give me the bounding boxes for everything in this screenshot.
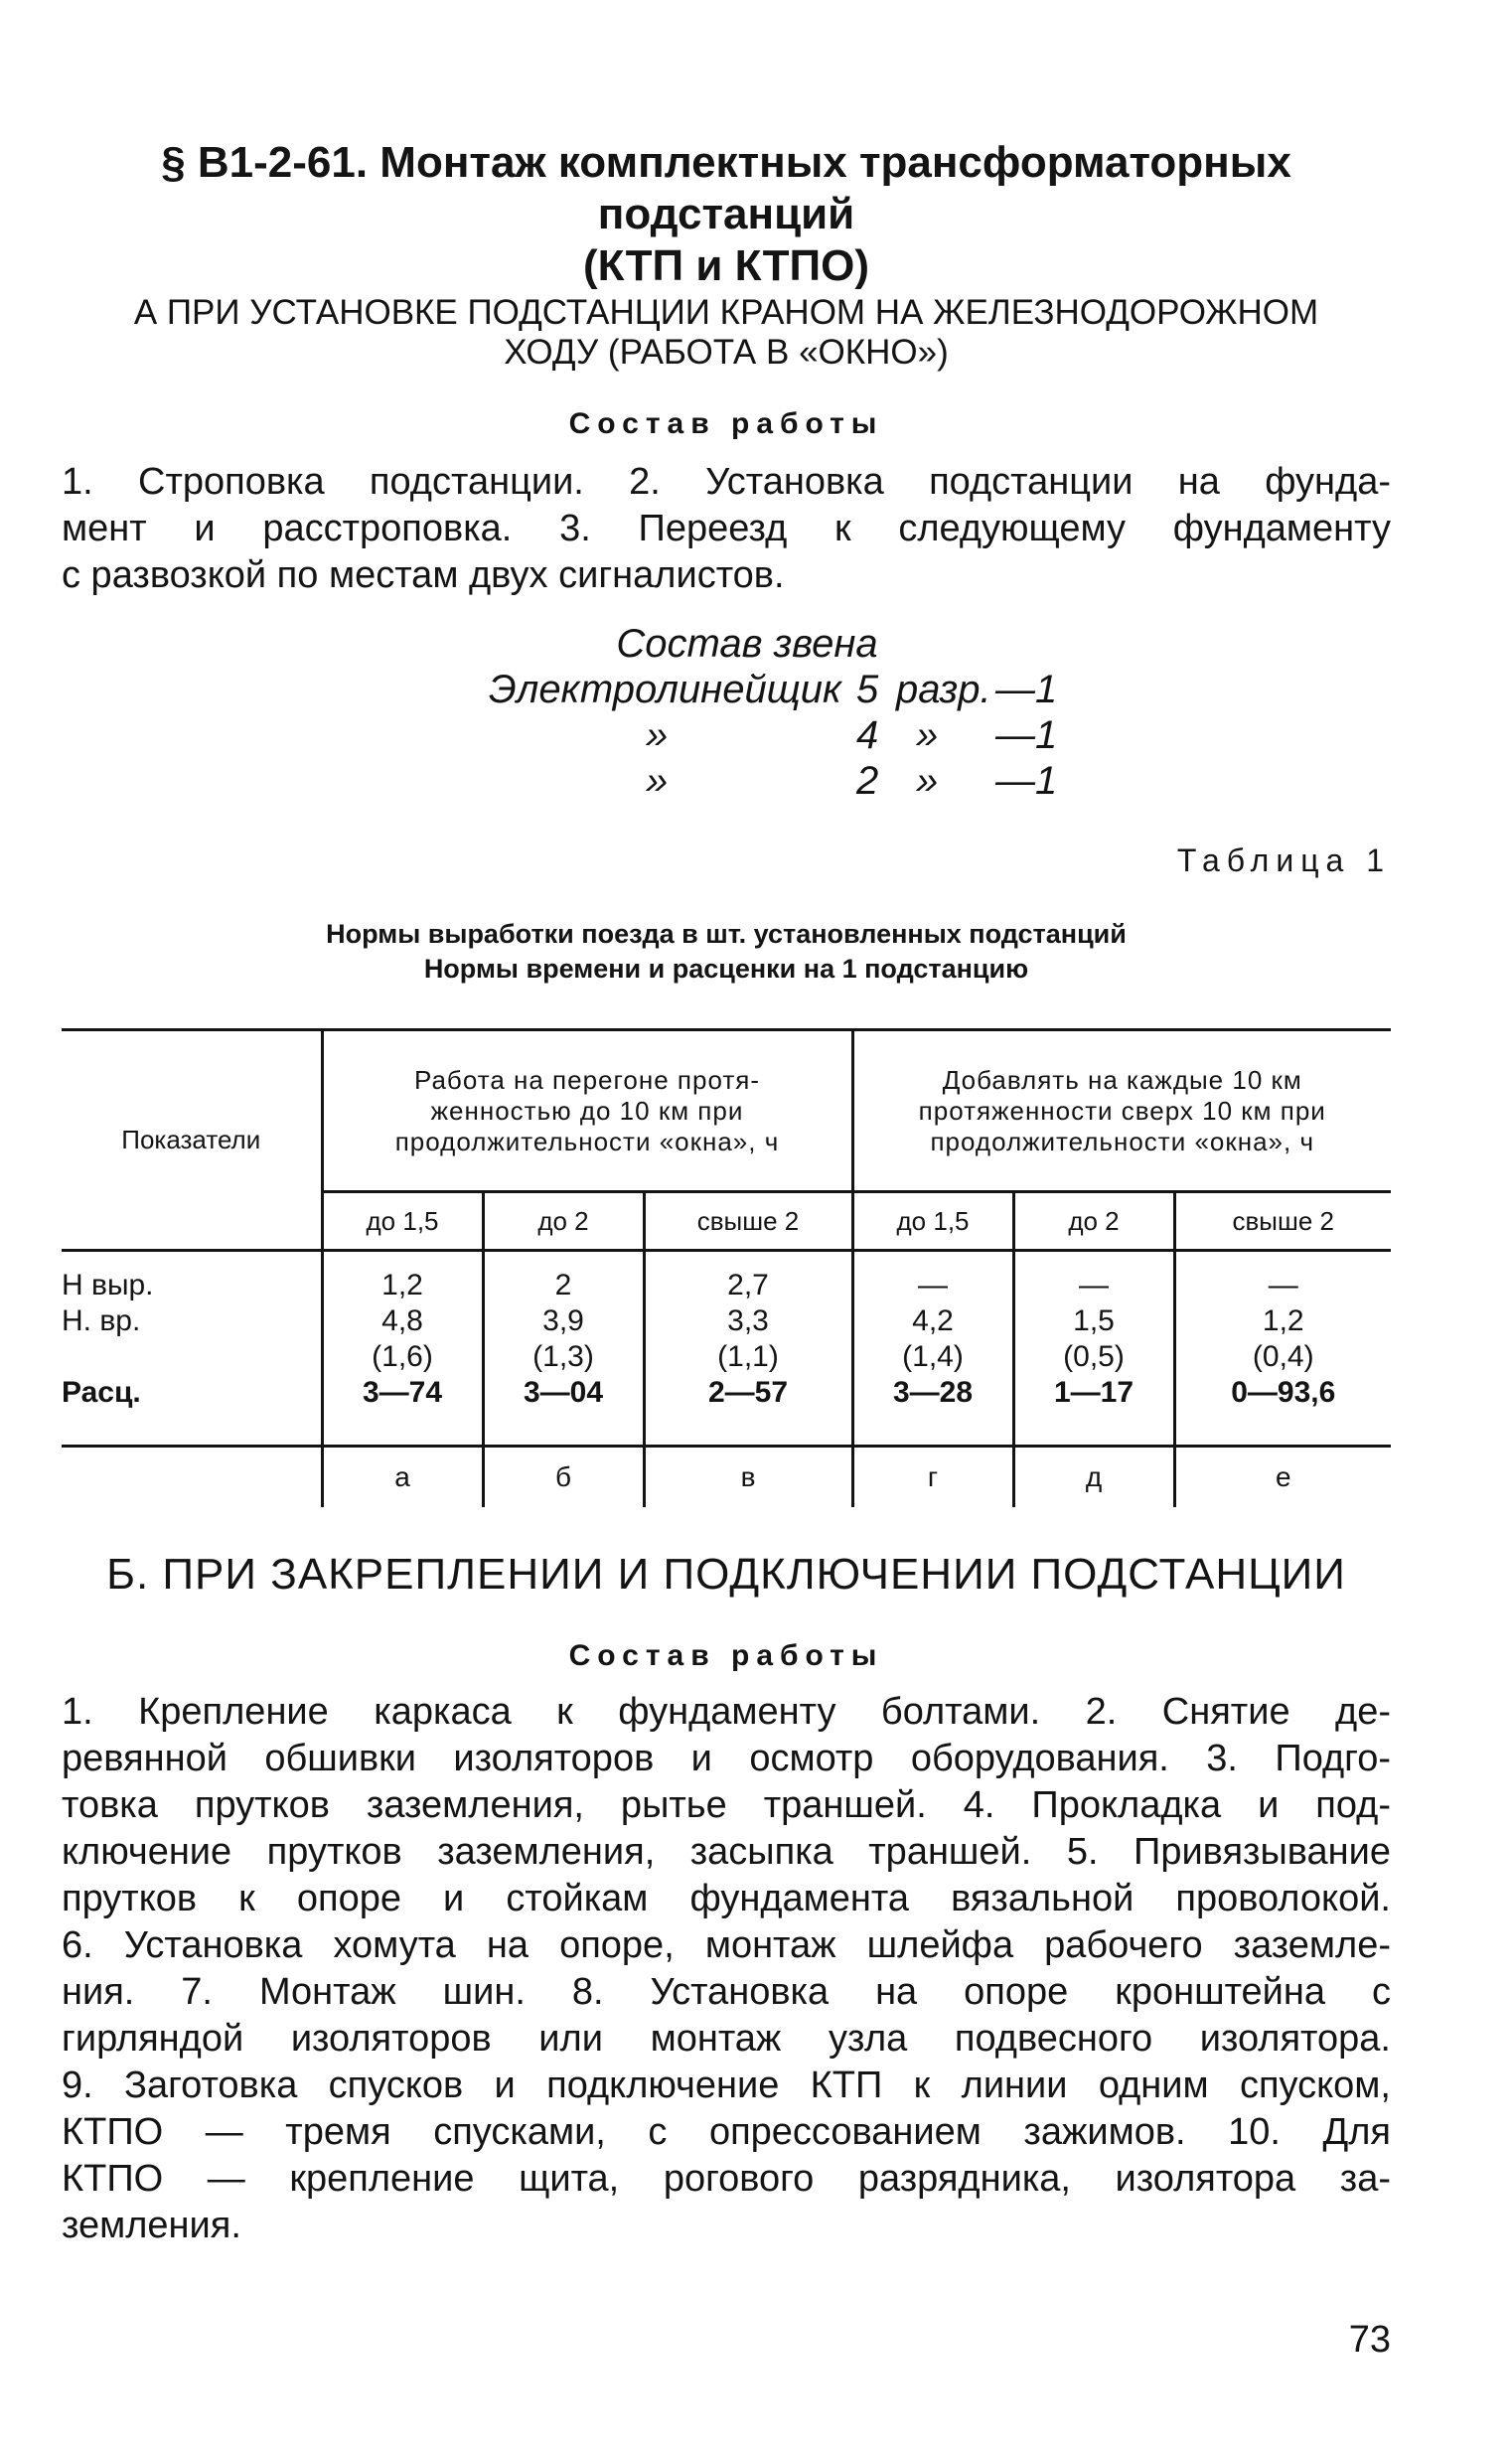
crew-name: » [646, 713, 669, 757]
value-n-vyr: 2,7 [727, 1269, 769, 1301]
subheader: свыше 2 [644, 1192, 852, 1251]
section-b-work-text [62, 1689, 1391, 2249]
page-number: 73 [1348, 2319, 1391, 2361]
text-line: с развозкой по местам двух сигналистов. [62, 554, 785, 596]
subheader: до 1,5 [322, 1192, 483, 1251]
crew-count: —1 [995, 759, 1058, 803]
text-line: 1. Крепление каркаса к фундаменту болтами. 2. Снятие де- [62, 1691, 1391, 1733]
crew-row [419, 758, 1075, 804]
letter-blank [62, 1447, 322, 1508]
data-column-g [852, 1251, 1013, 1447]
value-rasc: 1—17 [1053, 1376, 1134, 1409]
table-heading-line-2: Нормы времени и расценки на 1 подстанцию [423, 954, 1029, 984]
value-rasc: 0—93,6 [1231, 1376, 1336, 1409]
text-line: прутков к опоре и стойкам фундамента вязальной проволокой. [62, 1878, 1391, 1919]
data-column-b [483, 1251, 644, 1447]
text-line: мент и расстроповка. 3. Переезд к следующему фундаменту [62, 508, 1391, 549]
text-line: ключение прутков заземления, засыпка траншей. 5. Привязывание [62, 1831, 1391, 1873]
value-n-vr: 1,5 [1073, 1304, 1115, 1337]
subheader: до 2 [483, 1192, 644, 1251]
crew-unit: разр. [896, 668, 991, 711]
section-b-heading: Б. ПРИ ЗАКРЕПЛЕНИИ И ПОДКЛЮЧЕНИИ ПОДСТАНЦИИ [106, 1550, 1346, 1599]
data-column-e [1174, 1251, 1391, 1447]
section-b-work-title: Состав работы [568, 1639, 884, 1672]
data-column-v [644, 1251, 852, 1447]
title-line-2: (КТП и КТПО) [583, 241, 869, 290]
text-line: КТПО — крепление щита, рогового разрядника, изолятора за- [62, 2158, 1391, 2200]
section-a-heading-line-1: А ПРИ УСТАНОВКЕ ПОДСТАНЦИИ КРАНОМ НА ЖЕЛЕЗНОДОРОЖНОМ [133, 293, 1319, 332]
column-letter: д [1013, 1447, 1174, 1508]
value-n-vr: 3,3 [727, 1304, 769, 1337]
crew-count: —1 [995, 713, 1058, 757]
table-row [62, 1251, 1391, 1447]
crew-grade: 5 [856, 668, 879, 711]
indicator-rasc: Расц. [62, 1376, 141, 1409]
text-line: 6. Установка хомута на опоре, монтаж шлейфа рабочего заземле- [62, 1924, 1391, 1966]
section-a-heading-line-2: ХОДУ (РАБОТА В «ОКНО») [504, 333, 949, 372]
indicators-cell [62, 1251, 322, 1447]
column-letter: е [1174, 1447, 1391, 1508]
table-label: Таблица 1 [1176, 842, 1391, 878]
text-line: 1. Строповка подстанции. 2. Установка подстанции на фунда- [62, 461, 1391, 503]
indicator-blank [62, 1339, 321, 1375]
crew-count: —1 [995, 668, 1058, 711]
crew-row [419, 712, 1075, 758]
section-a-work-title: Состав работы [568, 407, 884, 440]
column-letter: в [644, 1447, 852, 1508]
value-paren: (0,4) [1252, 1340, 1314, 1373]
text-line: ревянной обшивки изоляторов и осмотр оборудования. 3. Подго- [62, 1738, 1391, 1779]
value-paren: (1,4) [902, 1340, 964, 1373]
section-a-work-text [62, 459, 1391, 599]
indicator-n-vyr: Н выр. [62, 1269, 154, 1301]
value-n-vyr: — [1079, 1269, 1109, 1301]
value-rasc: 3—04 [523, 1376, 604, 1409]
column-letter: а [322, 1447, 483, 1508]
subheader: до 2 [1013, 1192, 1174, 1251]
value-n-vyr: — [918, 1269, 948, 1301]
crew-grade: 2 [856, 759, 879, 803]
value-paren: (1,6) [372, 1340, 433, 1373]
data-column-a [322, 1251, 483, 1447]
column-letter: б [483, 1447, 644, 1508]
value-paren: (1,3) [532, 1340, 594, 1373]
header-indicators: Показатели [62, 1030, 322, 1251]
crew-title: Состав звена [616, 622, 878, 666]
crew-grade: 4 [856, 713, 879, 757]
header-group-work: Работа на перегоне протя- женностью до 10 км при продолжительности «окна», ч [322, 1030, 852, 1192]
crew-name: » [646, 759, 669, 803]
document-page [62, 0, 1391, 2447]
header-group-add: Добавлять на каждые 10 км протяженности сверх 10 км при продолжительности «окна», ч [852, 1030, 1391, 1192]
data-column-d [1013, 1251, 1174, 1447]
value-n-vyr: 1,2 [381, 1269, 423, 1301]
text-line: земления. [62, 2205, 241, 2246]
column-letter: г [852, 1447, 1013, 1508]
section-title [62, 137, 1391, 292]
crew-name: Электролинейщик [489, 668, 841, 711]
value-n-vr: 1,2 [1262, 1304, 1304, 1337]
crew-unit: » [916, 759, 939, 803]
value-n-vyr: 2 [554, 1269, 572, 1301]
subheader: до 1,5 [852, 1192, 1013, 1251]
crew-row [419, 667, 1075, 712]
value-n-vr: 3,9 [542, 1304, 584, 1337]
section-a-heading [62, 293, 1391, 373]
table-heading-line-1: Нормы выработки поезда в шт. установленных подстанций [326, 919, 1127, 949]
text-line: 9. Заготовка спусков и подключение КТП к линии одним спуском, [62, 2065, 1391, 2106]
value-paren: (0,5) [1063, 1340, 1125, 1373]
value-n-vr: 4,8 [381, 1304, 423, 1337]
value-n-vr: 4,2 [912, 1304, 954, 1337]
indicator-n-vr: Н. вр. [62, 1304, 141, 1337]
crew-composition [419, 621, 1075, 804]
subheader: свыше 2 [1174, 1192, 1391, 1251]
value-n-vyr: — [1268, 1269, 1298, 1301]
title-line-1: § В1-2-61. Монтаж комплектных трансформаторных подстанций [161, 138, 1291, 238]
text-line: ния. 7. Монтаж шин. 8. Установка на опоре кронштейна с [62, 1971, 1391, 2013]
value-rasc: 3—28 [892, 1376, 974, 1409]
text-line: гирляндой изоляторов или монтаж узла подвесного изолятора. [62, 2018, 1391, 2060]
value-rasc: 2—57 [707, 1376, 789, 1409]
text-line: КТПО — тремя спусками, с опрессованием зажимов. 10. Для [62, 2111, 1391, 2153]
table-letter-row [62, 1447, 1391, 1508]
text-line: товка прутков заземления, рытье траншей. 4. Прокладка и под- [62, 1784, 1391, 1826]
norms-table [62, 1028, 1391, 1507]
value-paren: (1,1) [717, 1340, 779, 1373]
crew-unit: » [916, 713, 939, 757]
value-rasc: 3—74 [362, 1376, 443, 1409]
